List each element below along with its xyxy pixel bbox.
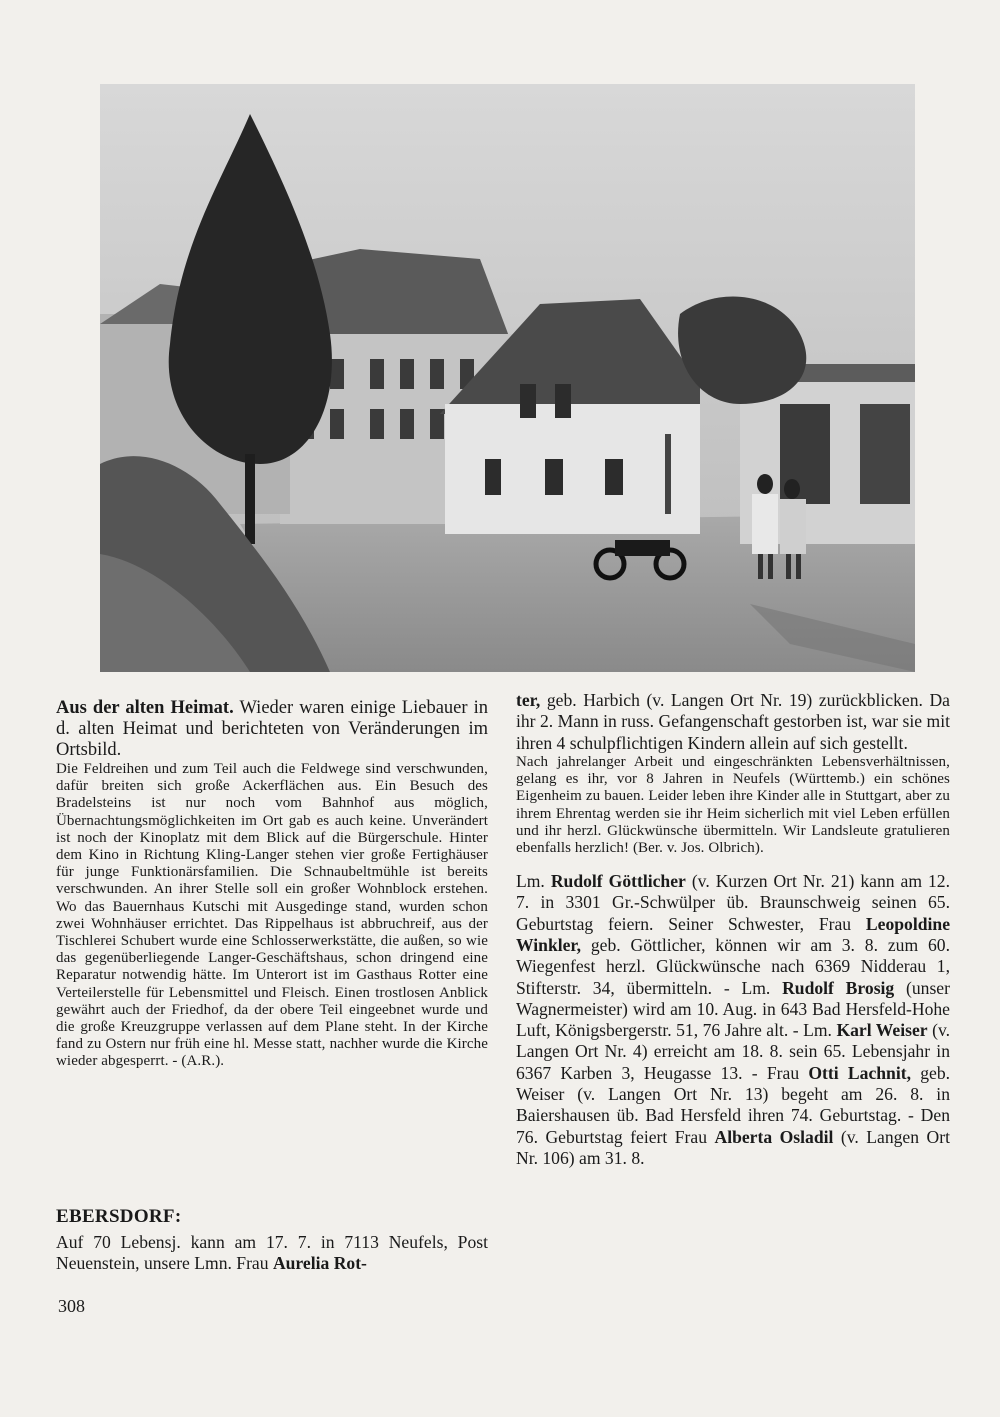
p2-text-3: geb. Göttlicher, können wir am 3. 8. zum 60. Wiegenfest herzl. Glückwünsche nach 6369 Nidderau 1, Stifterstr. 34, übermitteln. - Lm. [516, 935, 950, 998]
p2-text-5: (v. Langen Ort Nr. 4) erreicht am 18. 8. sein 65. Lebensjahr in 6367 Karben 3, Heugasse 13. - Frau [516, 1020, 950, 1083]
p2-text-4: (unser Wagnermeister) wird am 10. Aug. in 643 Bad Hersfeld-Hohe Luft, Königsbergerstr. 51, 76 Jahre alt. - Lm. [516, 977, 950, 1041]
article-body: Die Feldreihen und zum Teil auch die Feldwege sind verschwunden, dafür breiten sich große Ackerflächen aus. Ein Besuch des Bradelsteins ist nur noch vom Bahnhof aus möglich, Übernachtungsmöglichkeiten im Ort gab es auch keine. Unverändert ist noch der Kinoplatz mit dem Blick auf die Bürgerschule. Hinter dem Kino in Richtung Kling-Langer stehen vier große Fertighäuser für junge Funktionärsfamilien. Die Schnaubeltmühle ist bereits verschwunden. An ihrer Stelle soll ein großer Wohnblock erstehen. Wo das Bauernhaus Kutschi mit Ausgedinge stand, wurden schon zwei Wohnhäuser errichtet. Das Rippelhaus ist abbruchreif, aus der Tischlerei Schubert wurde eine Schlosserwerkstätte, die außen, so wie das gegenüberliegende Langer-Geschäftshaus, schon dringend eine Reparatur notwendig hätte. Im Unterort ist im Gasthaus Rotter eine Verteilerstelle für Lebensmittel und Fleisch. Einen trostlosen Anblick gewährt auch der Friedhof, da der obere Teil eingeebnet wurde und die große Kreuzgruppe verlassen auf dem Plane steht. In der Kirche fand zu Ostern nur früh eine hl. Messe statt, nachher wurde die Kirche wieder abgesperrt. - (A.R.). [56, 761, 488, 1070]
name-alberta-osladil: Alberta Osladil [714, 1126, 834, 1147]
right-paragraph-1-text: geb. Harbich (v. Langen Ort Nr. 19) zurückblicken. Da ihr 2. Mann in russ. Gefangenschaft gestorben ist, war sie mit ihren 4 schulpflichtigen Kindern allein auf sich gestellt. [516, 690, 950, 753]
lead-heading: Aus der alten Heimat. [56, 698, 234, 718]
name-aurelia-rotter: Aurelia Rot- [272, 1253, 367, 1274]
p2-text-7: (v. Langen Ort Nr. 106) am 31. 8. [516, 1126, 950, 1168]
name-rudolf-brosig: Rudolf Brosig [782, 977, 895, 998]
p2-text-2: (v. Kurzen Ort Nr. 21) kann am 12. 7. in 3301 Gr.-Schwülper üb. Braunschweig seinen 65. Geburtstag feiern. Seiner Schwester, Frau [516, 871, 950, 934]
name-continuation: ter, [516, 690, 541, 710]
right-column [516, 690, 950, 1169]
lead-paragraph [56, 698, 488, 761]
name-rudolf-goettlicher: Rudolf Göttlicher [550, 871, 686, 892]
ebersdorf-intro-text: Auf 70 Lebensj. kann am 17. 7. in 7113 Neufels, Post Neuenstein, unsere Lmn. Frau [56, 1232, 488, 1274]
village-street-photo [100, 84, 915, 672]
right-paragraph-2 [516, 871, 950, 1169]
photo-illustration [100, 84, 915, 672]
section-title-ebersdorf: EBERSDORF: [56, 1206, 182, 1227]
right-paragraph-1-small: Nach jahrelanger Arbeit und eingeschränkten Lebensverhältnissen, gelang es ihr, vor 8 Jahren in Neufels (Württemb.) ein schönes Eigenheim zu bauen. Leider leben ihre Kinder alle in Stuttgart, aber zu ihrem Ehrentag werden sie ihr Heim sicherlich mit viel Leben erfüllen und ihr herzl. Glückwünsche übermitteln. Wir Landsleute gratulieren ebenfalls herzlich! (Ber. v. Jos. Olbrich). [516, 753, 950, 856]
name-karl-weiser: Karl Weiser [836, 1020, 928, 1041]
ebersdorf-intro [56, 1232, 488, 1275]
left-column [56, 698, 488, 1071]
p2-text-6: geb. Weiser (v. Langen Ort Nr. 13) begeht am 26. 8. in Baiershausen üb. Bad Hersfeld ihren 74. Geburtstag. - Den 76. Geburtstag feiert Frau [516, 1062, 951, 1147]
name-otti-lachnit: Otti Lachnit, [808, 1062, 911, 1083]
page-number: 308 [58, 1296, 85, 1316]
name-leopoldine-winkler: Leopoldine Winkler, [516, 913, 950, 955]
p2-text-1: Lm. [516, 871, 551, 892]
right-paragraph-1 [516, 690, 950, 754]
lead-text: Wieder waren einige Liebauer in d. alten Heimat und berichteten von Veränderungen im Ortsbild. [56, 698, 488, 760]
